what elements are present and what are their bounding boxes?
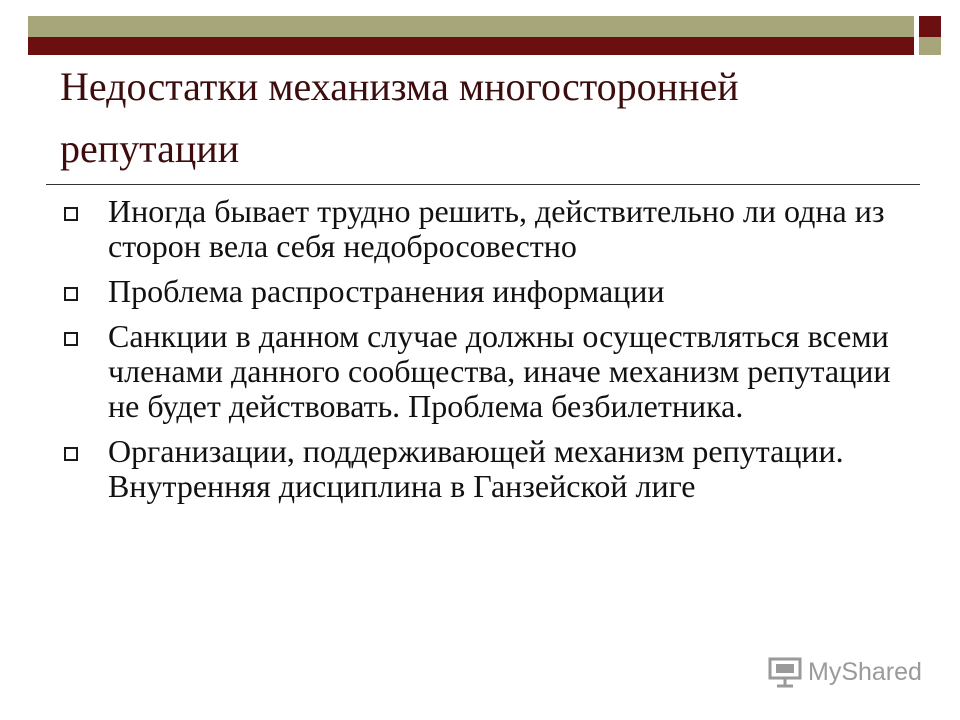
watermark-logo xyxy=(768,656,922,688)
bullet-text: Проблема распространения информации xyxy=(108,273,665,309)
watermark-text: MyShared xyxy=(808,657,922,686)
header-square-olive xyxy=(919,37,941,55)
bullet-text: Иногда бывает трудно решить, действительно ли одна из сторон вела себя недобросовестно xyxy=(108,193,885,264)
presentation-board-icon xyxy=(768,656,802,688)
bullet-item-1 xyxy=(58,194,918,264)
bullet-item-3 xyxy=(58,319,918,424)
square-bullet-icon xyxy=(64,207,78,221)
square-bullet-icon xyxy=(64,287,78,301)
title-divider xyxy=(46,184,920,185)
square-bullet-icon xyxy=(64,447,78,461)
bullet-text: Санкции в данном случае должны осуществляться всеми членами данного сообщества, иначе механизм репутации не будет действовать. Проблема безбилетника. xyxy=(108,318,891,424)
bullet-text: Организации, поддерживающей механизм репутации. Внутренняя дисциплина в Ганзейской лиге xyxy=(108,433,844,504)
bullet-list xyxy=(58,194,918,514)
bullet-item-4 xyxy=(58,434,918,504)
header-bar-maroon xyxy=(28,37,914,55)
header-square-maroon xyxy=(919,16,941,37)
bullet-item-2 xyxy=(58,274,918,309)
slide-title: Недостатки механизма многосторонней репутации xyxy=(60,64,739,171)
header-bar-olive xyxy=(28,16,914,37)
square-bullet-icon xyxy=(64,332,78,346)
